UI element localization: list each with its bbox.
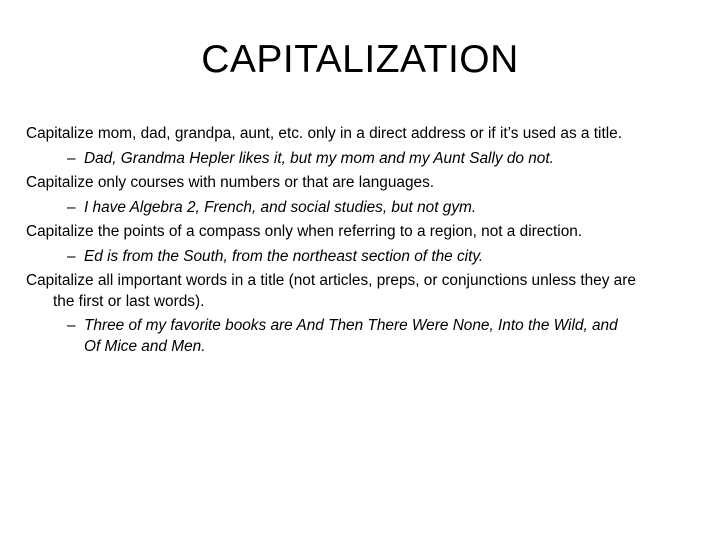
dash-icon: – (67, 247, 76, 265)
example-bullet-3 (26, 247, 638, 268)
example-text-4: Three of my favorite books are And Then There Were None, Into the Wild, and Of Mice and Men. (84, 317, 618, 355)
rule-bullet-4: Capitalize all important words in a title (not articles, preps, or conjunctions unless they are the first or last words). (26, 272, 636, 310)
rule-bullet-2: Capitalize only courses with numbers or that are languages. (26, 174, 435, 191)
dash-icon: – (67, 149, 76, 167)
example-bullet-1 (26, 149, 638, 170)
dash-icon: – (67, 198, 76, 216)
example-bullet-4 (26, 316, 638, 357)
example-bullet-2 (26, 198, 638, 219)
dash-icon: – (67, 317, 76, 334)
bullet-list (26, 124, 638, 361)
slide-title: CAPITALIZATION (201, 38, 519, 81)
rule-bullet-1: Capitalize mom, dad, grandpa, aunt, etc. only in a direct address or if it’s used as a title. (26, 125, 622, 142)
example-text-1: Dad, Grandma Hepler likes it, but my mom and my Aunt Sally do not. (84, 149, 554, 167)
example-text-3: Ed is from the South, from the northeast section of the city. (84, 247, 484, 265)
example-text-2: I have Algebra 2, French, and social studies, but not gym. (84, 198, 477, 216)
rule-bullet-3: Capitalize the points of a compass only when referring to a region, not a direction. (26, 223, 583, 240)
